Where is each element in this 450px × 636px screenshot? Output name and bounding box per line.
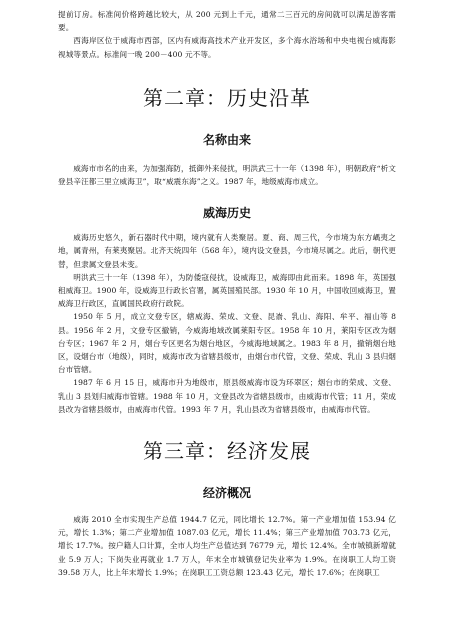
- history-paragraph-1: 威海历史悠久，新石器时代中期，境内就有人类聚居。夏、商、周三代，今市境为东方嵎夷之地，属青州，有莱夷聚居。北齐天统四年（568 年），境内设文登县，今市境尽属之。此后，朝代更替，但隶属文登县未变。: [58, 233, 396, 269]
- chapter-3-title: 第三章：经济发展: [143, 439, 311, 464]
- section-economy-overview-title: 经济概况: [202, 486, 251, 501]
- history-paragraph-4: 1987 年 6 月 15 日，威海市升为地级市，原县级威海市设为环翠区；烟台市的荣成、文登、乳山 3 县划归威海市管辖。1988 年 10 月，文登县改为省辖县级市，由威海市代管；11 月，荣成县改为省辖县级市，由威海市代管。1993 年 7 月，乳山县改为省辖县级市，由威海市代管。: [58, 378, 396, 414]
- section-history-title: 威海历史: [202, 206, 251, 221]
- chapter-2-title: 第二章：历史沿革: [143, 85, 311, 110]
- intro-paragraph-1: 提前订房。标准间价格跨越比较大，从 200 元到上千元，通常二三百元的房间就可以满足游客需要。: [58, 10, 396, 33]
- history-paragraph-3: 1950 年 5 月，成立文登专区，辖威海、荣成、文登、昆嵛、乳山、海阳、牟平、福山等 8 县。1956 年 2 月，文登专区撤销，今威海地域改属莱阳专区。1958 年 10 月，莱阳专区改为烟台专区；1967 年 2 月，烟台专区更名为烟台地区，今威海地域属之。1983 年 8 月，撤销烟台地区，设烟台市（地级），同时，威海市改为省辖县级市，由烟台市代管，文登、荣成、乳山 3 县归烟台市管辖。: [58, 312, 396, 375]
- section-name-origin-paragraph: 威海市市名的由来，为加强海防，抵御外来侵扰，明洪武三十一年（1398 年），明朝政府“析文登县辛汪都三里立威海卫”，取“威震东海”之义。1987 年，地级威海市成立。: [58, 163, 396, 187]
- section-name-origin-title: 名称由来: [202, 132, 251, 147]
- history-paragraph-2: 明洪武三十一年（1398 年），为防倭寇侵扰，设威海卫，威海即由此而来。1898 年，英国强租威海卫。1900 年，设威海卫行政长官署，属英国殖民部。1930 年 10 月，中国收回威海卫，置威海卫行政区，直属国民政府行政院。: [58, 272, 396, 309]
- intro-paragraph-2: 西海岸区位于威海市西部，区内有威海高技术产业开发区，多个海水浴场和中央电视台威海影视城等景点。标准间一晚 200－400 元不等。: [58, 36, 396, 59]
- economy-paragraph-1: 威海 2010 全市实现生产总值 1944.7 亿元，同比增长 12.7%。第一产业增加值 153.94 亿元，增长 1.3%；第二产业增加值 1087.03 亿元，增长 11.4%；第三产业增加值 703.73 亿元，增长 17.7%。按户籍人口计算，全市人均生产总值达到 76779 元，增长 12.4%。全市城镇新增就业 5.9 万人；下岗失业再就业 1.7 万人，年末全市城镇登记失业率为 1.9%。在岗职工人均工资 39.58 万人，比上年末增长 1.9%；在岗职工工资总额 123.43 亿元，增长 17.6%；在岗职工: [58, 515, 396, 577]
